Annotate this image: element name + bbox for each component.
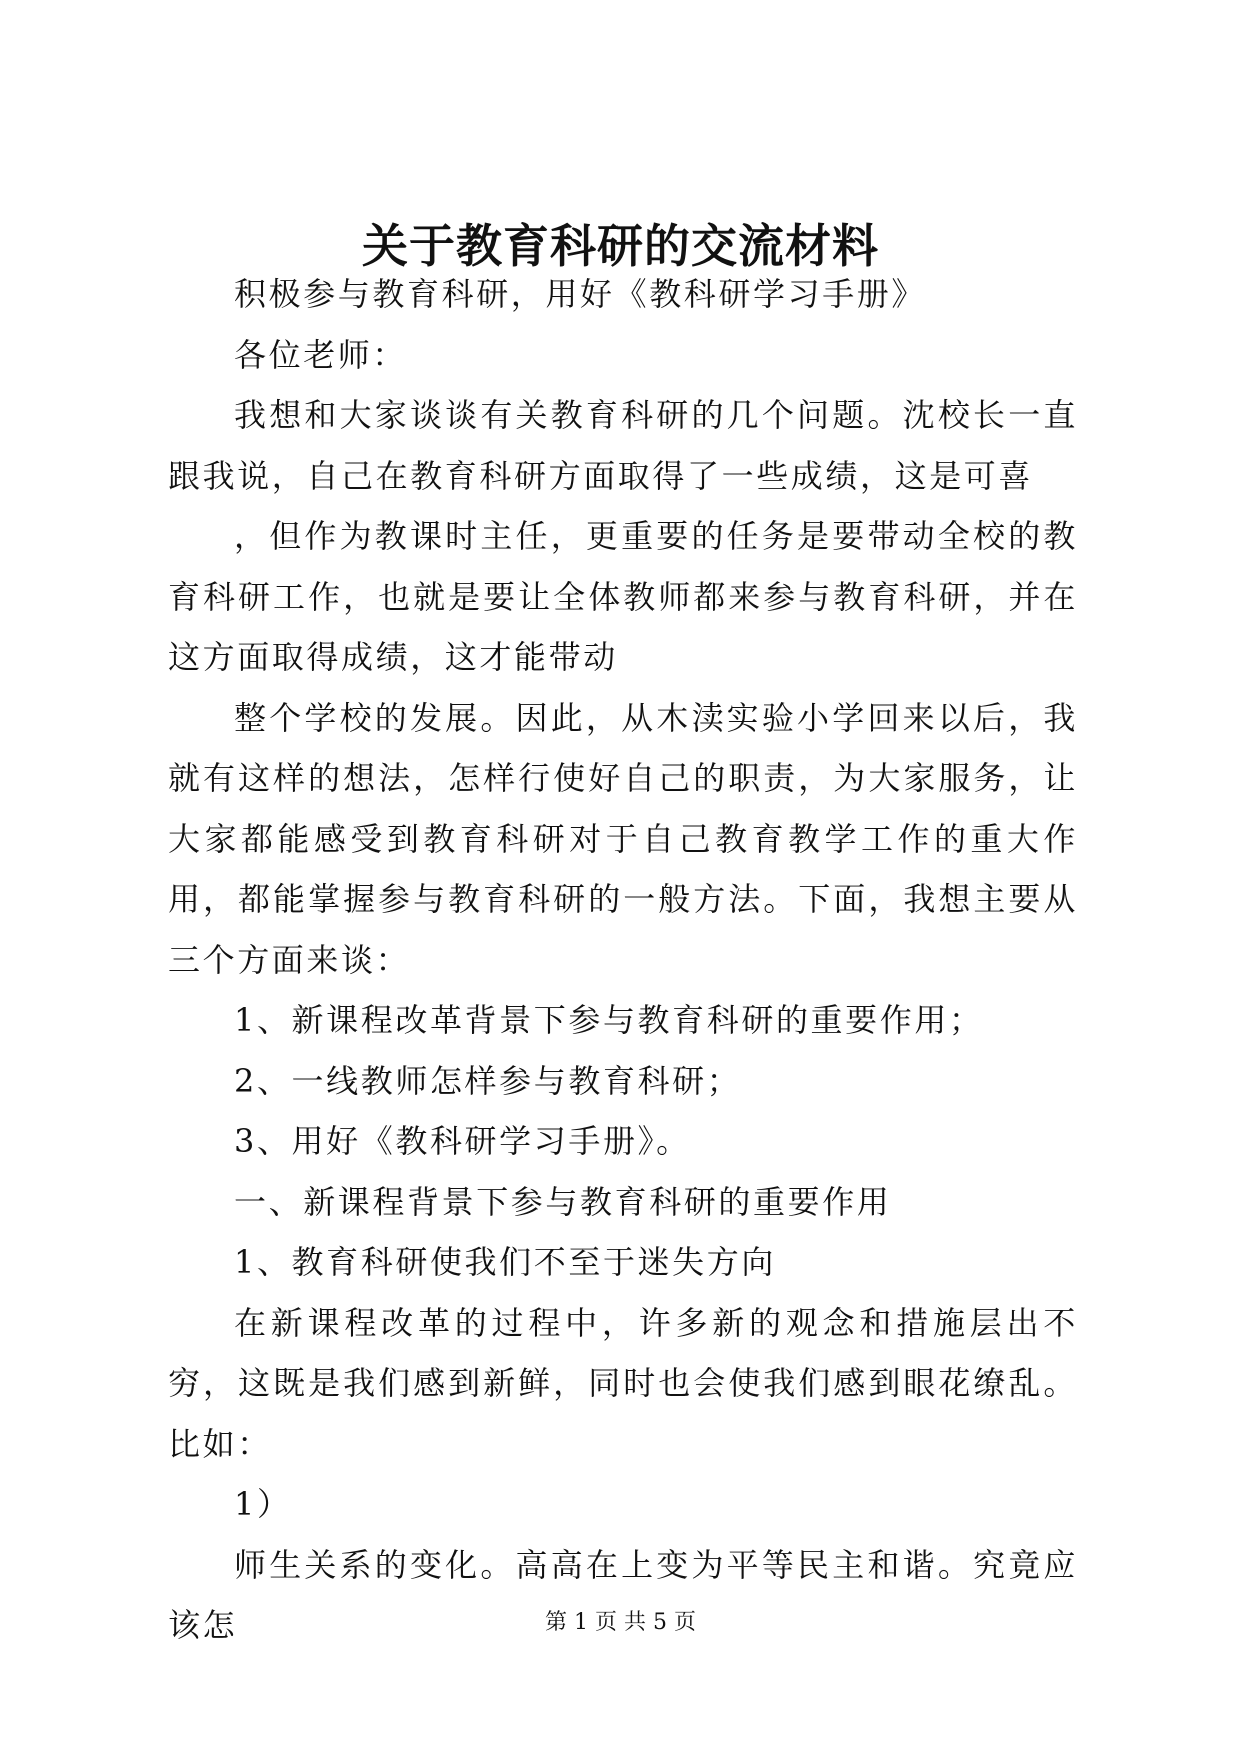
document-body <box>168 264 1078 1656</box>
body-paragraph: 师生关系的变化。高高在上变为平等民主和谐。究竟应该怎 <box>168 1545 1078 1644</box>
list-item: 1、新课程改革背景下参与教育科研的重要作用； <box>234 1001 984 1039</box>
body-paragraph: 在新课程改革的过程中，许多新的观念和措施层出不穷，这既是我们感到新鲜，同时也会使我们感到眼花缭乱。比如： <box>168 1303 1078 1463</box>
enumeration-marker: 1） <box>234 1485 292 1523</box>
body-paragraph: 我想和大家谈谈有关教育科研的几个问题。沈校长一直跟我说，自己在教育科研方面取得了一些成绩，这是可喜 <box>168 396 1078 495</box>
salutation-paragraph: 各位老师： <box>234 335 408 374</box>
section-heading: 一、新课程背景下参与教育科研的重要作用 <box>234 1182 892 1221</box>
body-paragraph: 整个学校的发展。因此，从木渎实验小学回来以后，我就有这样的想法，怎样行使好自己的职责，为大家服务，让大家都能感受到教育科研对于自己教育教学工作的重大作用，都能掌握参与教育科研的一般方法。下面，我想主要从三个方面来谈： <box>168 698 1078 979</box>
list-item: 3、用好《教科研学习手册》。 <box>234 1122 691 1160</box>
document-title: 关于教育科研的交流材料 <box>362 219 879 273</box>
list-item: 2、一线教师怎样参与教育科研； <box>234 1061 742 1100</box>
body-paragraph: ，但作为教课时主任，更重要的任务是要带动全校的教育科研工作，也就是要让全体教师都来参与教育科研，并在这方面取得成绩，这才能带动 <box>168 517 1078 676</box>
subtitle-paragraph: 积极参与教育科研，用好《教科研学习手册》 <box>234 275 927 313</box>
subsection-heading: 1、教育科研使我们不至于迷失方向 <box>234 1243 776 1281</box>
page-footer: 第 1 页 共 5 页 <box>545 1610 696 1635</box>
